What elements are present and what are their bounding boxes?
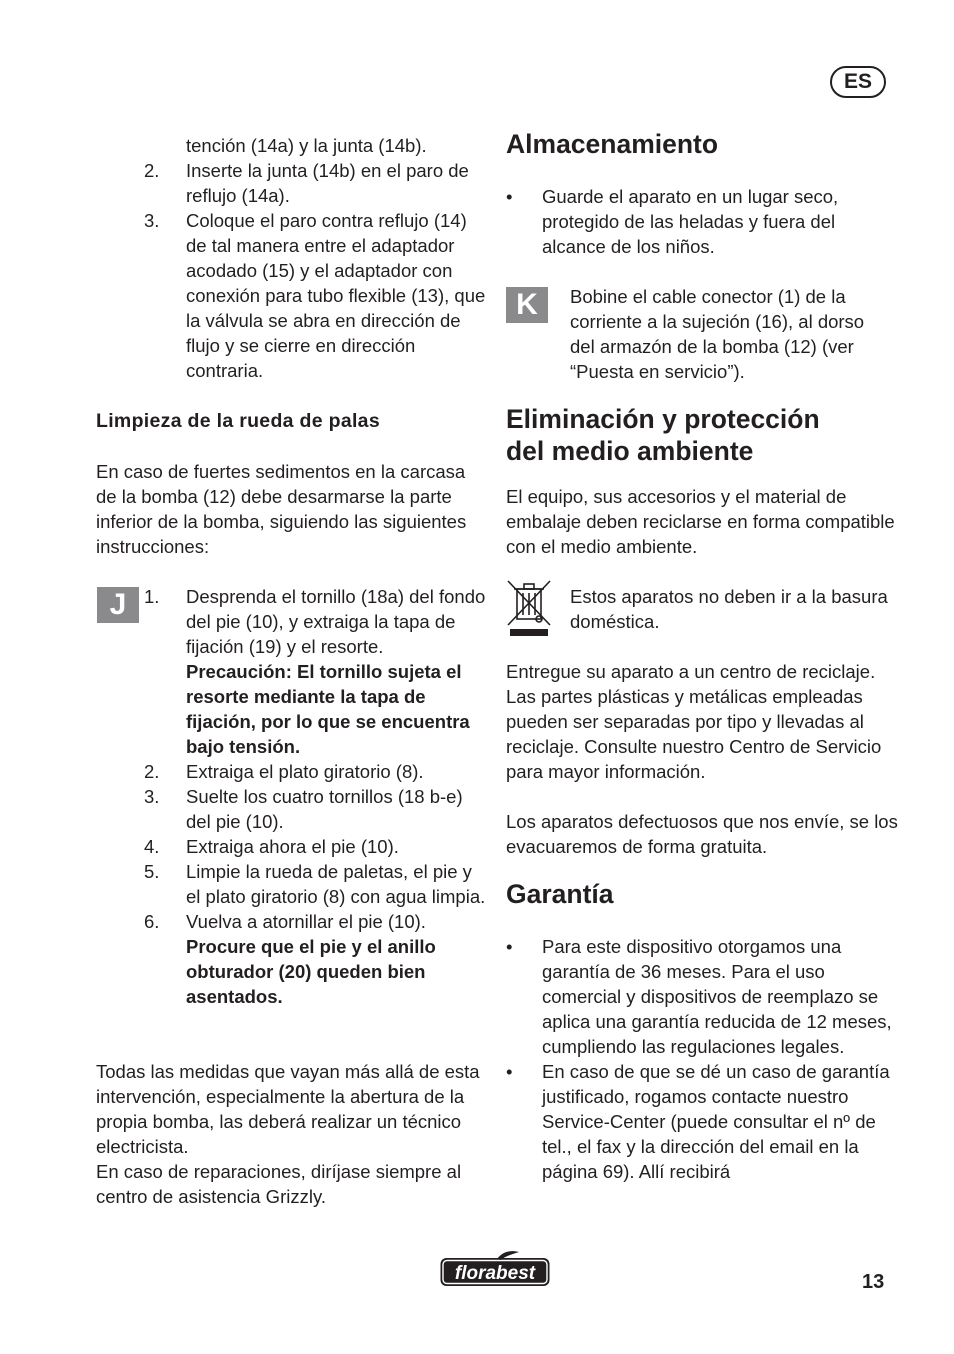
list-text: Inserte la junta (14b) en el paro de reflujo (14a).: [186, 160, 469, 206]
heading-warranty: Garantía: [506, 879, 614, 909]
bullet: •: [506, 186, 513, 207]
logo-text: florabest: [454, 1263, 536, 1284]
heading-environment-line-2: del medio ambiente: [506, 436, 754, 466]
florabest-logo: [439, 1250, 551, 1288]
list-item: [96, 584, 488, 759]
list-text: Extraiga el plato giratorio (8).: [186, 761, 424, 782]
list-text: Coloque el paro contra reflujo (14) de tal manera entre el adaptador acodado (15) y el adaptador con conexión para tubo flexible (13), que la válvula se abra en dirección de flujo y se cierre en dirección contraria.: [186, 210, 486, 381]
page-number: 13: [862, 1271, 885, 1293]
storage-figure-text: Bobine el cable conector (1) de la corriente a la sujeción (16), al dorso del armazón de la bomba (12) (ver “Puesta en servicio”).: [570, 286, 865, 382]
heading-environment-line-1: Eliminación y protección: [506, 404, 820, 434]
disassembly-steps: [96, 584, 488, 1009]
subheading-pump-wheel: Limpieza de la rueda de palas: [96, 410, 380, 432]
list-number: 1.: [144, 586, 160, 607]
storage-bullet: [506, 184, 898, 259]
closing-paragraph-1: Todas las medidas que vayan más allá de esta intervención, especialmente la abertura de la propia bomba, las deberá realizar un técnico electricista.: [96, 1061, 480, 1157]
list-number: 2.: [144, 761, 160, 782]
list-text: En caso de que se dé un caso de garantía justificado, rogamos contacte nuestro Service-Center (puede consultar el nº de tel., el fax y la dirección del email en la página 69). Allí recibirá: [542, 1061, 890, 1182]
intro-paragraph: En caso de fuertes sedimentos en la carcasa de la bomba (12) debe desarmarse la parte inferior de la bomba, siguiendo las siguientes instrucciones:: [96, 461, 467, 557]
environment-intro: El equipo, sus accesorios y el material de embalaje deben reciclarse en forma compatible con el medio ambiente.: [506, 486, 895, 557]
list-item: [96, 158, 488, 208]
list-text: Limpie la rueda de paletas, el pie y el plato giratorio (8) con agua limpia.: [186, 861, 486, 907]
weee-text: Estos aparatos no deben ir a la basura doméstica.: [570, 586, 888, 632]
list-item: [96, 759, 488, 784]
list-number: 4.: [144, 836, 160, 857]
list-text: Suelte los cuatro tornillos (18 b-e) del pie (10).: [186, 786, 463, 832]
list-text: Para este dispositivo otorgamos una garantía de 36 meses. Para el uso comercial y dispositivos de reemplazo se aplica una garantía reducida de 12 meses, cumpliendo las regulaciones legales.: [542, 936, 892, 1057]
list-item: [506, 934, 898, 1059]
language-badge: ES: [830, 66, 886, 98]
closing-paragraph-2: En caso de reparaciones, diríjase siempre al centro de asistencia Grizzly.: [96, 1161, 462, 1207]
list-number: 6.: [144, 911, 160, 932]
list-number: 2.: [144, 160, 160, 181]
heading-storage: Almacenamiento: [506, 129, 719, 159]
bullet: •: [506, 936, 513, 957]
list-number: 5.: [144, 861, 160, 882]
crossed-out-bin-icon: [506, 579, 552, 637]
caution-text: Precaución: El tornillo sujeta el resorte mediante la tapa de fijación, por lo que se encuentra bajo tensión.: [186, 661, 470, 757]
list-text: tención (14a) y la junta (14b).: [186, 135, 427, 156]
figure-j-icon: J: [97, 587, 139, 623]
list-item: [96, 909, 488, 1009]
list-item: [506, 1059, 898, 1184]
list-item: [96, 859, 488, 909]
warranty-bullets: [506, 934, 898, 1184]
list-item: [96, 208, 488, 383]
environment-paragraph-1: Entregue su aparato a un centro de reciclaje. Las partes plásticas y metálicas empleadas pueden ser separadas por tipo y llevadas al reciclaje. Consulte nuestro Centro de Servicio para mayor información.: [506, 661, 882, 782]
list-item: [96, 133, 488, 158]
list-text: Extraiga ahora el pie (10).: [186, 836, 399, 857]
heading-environment: [506, 403, 898, 467]
list-text: Vuelva a atornillar el pie (10).: [186, 911, 426, 932]
list-item: [96, 784, 488, 834]
list-text: Desprenda el tornillo (18a) del fondo del pie (10), y extraiga la tapa de fijación (19) y el resorte.: [186, 586, 486, 657]
list-text: Guarde el aparato en un lugar seco, protegido de las heladas y fuera del alcance de los niños.: [542, 186, 839, 257]
list-item: [506, 184, 898, 259]
list-number: 3.: [144, 210, 160, 231]
list-number: 3.: [144, 786, 160, 807]
caution-text: Procure que el pie y el anillo obturador (20) queden bien asentados.: [186, 936, 436, 1007]
figure-k-icon: K: [506, 287, 548, 323]
environment-paragraph-2: Los aparatos defectuosos que nos envíe, se los evacuaremos de forma gratuita.: [506, 811, 898, 857]
left-column-top-list: [96, 133, 488, 383]
bullet: •: [506, 1061, 513, 1082]
list-item: [96, 834, 488, 859]
